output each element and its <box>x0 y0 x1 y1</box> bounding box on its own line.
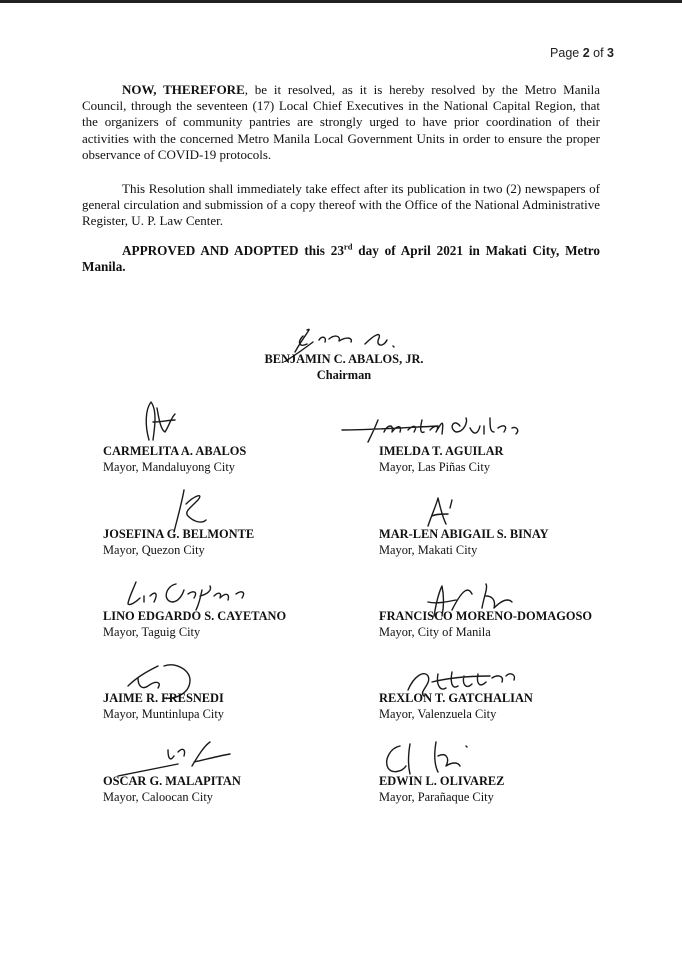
binay-signature <box>418 492 478 532</box>
signatory-title: Mayor, Las Piñas City <box>379 460 491 474</box>
signatory-title: Mayor, Valenzuela City <box>379 707 497 721</box>
signatory-name: CARMELITA A. ABALOS <box>103 444 247 458</box>
resolution-paragraph <box>82 82 600 163</box>
signatory-name: OSCAR G. MALAPITAN <box>103 774 241 788</box>
signatory-block-gatchalian <box>379 691 533 722</box>
signatory-title: Mayor, Taguig City <box>103 625 201 639</box>
chairman-title: Chairman <box>316 368 372 382</box>
signatory-name: FRANCISCO MORENO-DOMAGOSO <box>379 609 593 623</box>
signatory-title: Mayor, City of Manila <box>379 625 491 639</box>
aguilar-signature <box>338 408 528 448</box>
signatory-title: Mayor, Mandaluyong City <box>103 460 236 474</box>
approval-paragraph <box>82 243 600 275</box>
signatory-block-domagoso <box>379 609 592 640</box>
chairman-name: BENJAMIN C. ABALOS, JR. <box>264 352 424 366</box>
page-number <box>550 46 614 60</box>
signatory-block-aguilar <box>379 444 504 475</box>
effectivity-paragraph <box>82 181 600 230</box>
effectivity-text: This Resolution shall immediately take effect after its publication in two (2) newspapers of general circulation and submission of a copy thereof with the Office of the National Administrative Register, U. P. Law Center. <box>82 181 600 229</box>
signatory-block-fresnedi <box>103 691 224 722</box>
top-border <box>0 0 682 3</box>
resolution-text: , be it resolved, as it is hereby resolved by the Metro Manila Council, through the seventeen (17) Local Chief Executives in the National Capital Region, that the organizers of community pantries are strongly urged to have prior coordination of their activities with the concerned Metro Manila Local Government Units in order to ensure the proper observance of COVID-19 protocols. <box>82 82 600 162</box>
signatory-block-binay <box>379 527 549 558</box>
approval-text-a: APPROVED AND ADOPTED this 23 <box>122 243 344 258</box>
signatory-block-abalos <box>103 444 246 475</box>
signatory-name: EDWIN L. OLIVAREZ <box>379 774 505 788</box>
resolution-lead: NOW, THEREFORE <box>122 82 245 97</box>
signatory-title: Mayor, Makati City <box>379 543 478 557</box>
page-number-total: 3 <box>607 46 614 60</box>
signatory-name: JAIME R. FRESNEDI <box>103 691 224 705</box>
signatory-block-malapitan <box>103 774 241 805</box>
signatory-name: JOSEFINA G. BELMONTE <box>103 527 255 541</box>
chairman-block <box>253 352 435 383</box>
cayetano-signature <box>118 576 268 612</box>
signatory-block-olivarez <box>379 774 504 805</box>
signatory-block-belmonte <box>103 527 254 558</box>
approval-text-b: day of April 2021 in Makati City, Metro Manila. <box>82 243 600 275</box>
signatory-title: Mayor, Quezon City <box>103 543 205 557</box>
page-number-current: 2 <box>582 46 590 60</box>
signatory-name: REXLON T. GATCHALIAN <box>379 691 533 705</box>
signatory-title: Mayor, Parañaque City <box>379 790 494 804</box>
signatory-name: MAR-LEN ABIGAIL S. BINAY <box>379 527 549 541</box>
signatory-title: Mayor, Caloocan City <box>103 790 213 804</box>
signatory-name: IMELDA T. AGUILAR <box>379 444 504 458</box>
page-number-prefix: Page <box>550 46 583 60</box>
approval-superscript: rd <box>343 241 353 252</box>
signatory-block-cayetano <box>103 609 286 640</box>
abalos-signature <box>135 396 195 446</box>
signatory-title: Mayor, Muntinlupa City <box>103 707 224 721</box>
signatory-name: LINO EDGARDO S. CAYETANO <box>103 609 287 623</box>
page-number-separator: of <box>589 46 608 60</box>
